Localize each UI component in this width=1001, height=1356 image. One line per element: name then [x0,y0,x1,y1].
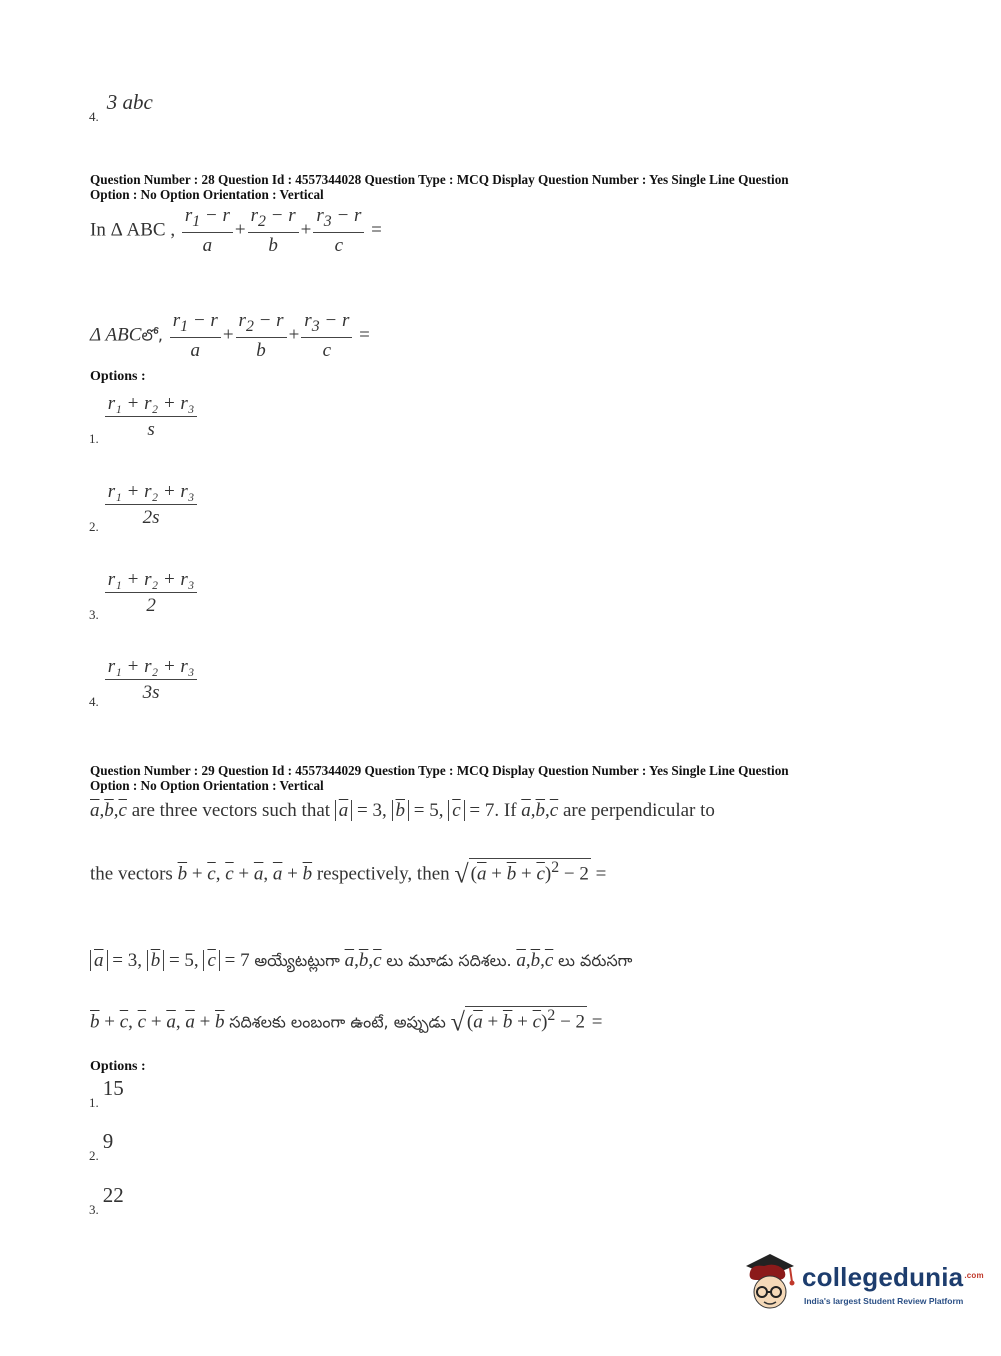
q29-te-text4: సదిశలకు లంబంగా ఉంటే, అప్పుడు [229,1012,446,1032]
option-fraction: $\frac{\text{r₁ + r₂ + r₃}}{2s}$ [105,481,198,529]
q29-option-1[interactable] [89,1076,124,1110]
option-value: 22 [102,1183,124,1207]
logo-tagline: India's largest Student Review Platform [804,1296,964,1306]
collegedunia-logo[interactable] [740,1250,984,1320]
q29-meta-line2: Option : No Option Orientation : Vertical [90,778,324,793]
q28-meta-line1: Question Number : 28 Question Id : 4557344028 Question Type : MCQ Display Question Number : Yes Single Line Question [90,172,789,187]
q29-en-text2: If [503,800,517,821]
q28-option-1[interactable] [89,393,199,446]
q29-question-en-line2: the vectors $\overline{b} + \overline{c}$, $\overline{c} + \overline{a}$, $\overline{a} + \overline{b}$ respectively, then √ $(\overline{a} + \overline{b} + \overline{c})^2 - 2$ = [90,859,607,889]
q28-option-3[interactable] [89,569,199,622]
option-fraction: $\frac{\text{r₁ + r₂ + r₃}}{3s}$ [105,656,198,704]
option-value: 15 [102,1076,124,1100]
option-number: 4. [89,109,99,124]
q29-en-text4: the vectors [90,863,173,885]
option-number: 3. [89,1202,99,1217]
fraction: $\frac{r_1 - r}{a}$ [170,310,221,362]
option-number: 4. [89,693,99,709]
fraction: $\frac{r_3 - r}{c}$ [301,310,352,362]
option-value: 3 abc [106,90,153,114]
option-number: 1. [89,1095,99,1110]
option-fraction: $\frac{\text{r₁ + r₂ + r₃}}{s}$ [105,393,198,441]
fraction: $\frac{r_1 - r}{a}$ [182,205,233,257]
q28-options-label: Options : [90,369,146,384]
option-fraction: $\frac{\text{r₁ + r₂ + r₃}}{2}$ [105,569,198,617]
q28-te-suffix: లో, [141,325,164,345]
q29-question-te-line1: $\overline{a} = 3$, $\overline{b} = 5$, $\overline{c} = 7$ అయ్యేటట్లుగా $\overline{a},\overline{b},\overline{c}$ లు మూడు సదిశలు. $\overline{a},\overline{b},\overline{c}$ లు వరుసగా [90,950,632,974]
q28-question-en: In Δ ABC , $\frac{r_1 - r}{a}$ + $\frac{r_2 - r}{b}$ + $\frac{r_3 - r}{c}$ = [90,205,382,256]
q29-te-text2: లు మూడు సదిశలు. [386,951,512,970]
q29-options-label: Options : [90,1059,146,1074]
option-number: 2. [89,1148,99,1163]
q29-option-3[interactable] [89,1183,124,1217]
q29-meta-line1: Question Number : 29 Question Id : 4557344029 Question Type : MCQ Display Question Number : Yes Single Line Question [90,763,789,778]
fraction: $\frac{r_2 - r}{b}$ [248,205,299,257]
q29-te-text1: అయ్యేటట్లుగా [254,951,340,970]
q28-option-2[interactable] [89,481,199,534]
fraction: $\frac{r_2 - r}{b}$ [236,310,287,362]
q28-meta-line2: Option : No Option Orientation : Vertical [90,187,324,202]
fraction: $\frac{r_3 - r}{c}$ [313,205,364,257]
option-value: 9 [102,1129,114,1153]
q28-question-te: Δ ABCలో, $\frac{r_1 - r}{a}$ + $\frac{r_2 - r}{b}$ + $\frac{r_3 - r}{c}$ = [90,310,370,361]
q29-en-text1: are three vectors such that [131,800,331,821]
option-number: 2. [89,518,99,534]
q28-meta [90,172,890,202]
q29-option-2[interactable] [89,1129,114,1163]
q28-option-4[interactable] [89,656,199,709]
option-number: 3. [89,606,99,622]
q29-en-text5: respectively, then [316,863,450,885]
q28-en-prefix: In Δ ABC , [90,219,176,241]
q29-meta [90,763,890,793]
logo-name: collegedunia$^{.com}$ [802,1262,984,1292]
mascot-icon [740,1250,800,1314]
q29-question-te-line2: $\overline{b} + \overline{c}$, $\overline{c} + \overline{a}$, $\overline{a} + \overline{b}$ సదిశలకు లంబంగా ఉంటే, అప్పుడు √ $(\overline{a} + \overline{b} + \overline{c})^2 - 2$ = [90,1007,603,1037]
q29-te-text3: లు వరుసగా [558,951,633,970]
q29-en-text3: are perpendicular to [562,800,715,821]
prev-option-4 [89,90,153,124]
option-number: 1. [89,430,99,446]
q29-question-en-line1: $\overline{a},\overline{b},\overline{c}$ are three vectors such that $\overline{a} = 3$, $\overline{b} = 5$, $\overline{c} = 7$. If $\overline{a},\overline{b},\overline{c}$ are perpendicular to [90,800,715,821]
